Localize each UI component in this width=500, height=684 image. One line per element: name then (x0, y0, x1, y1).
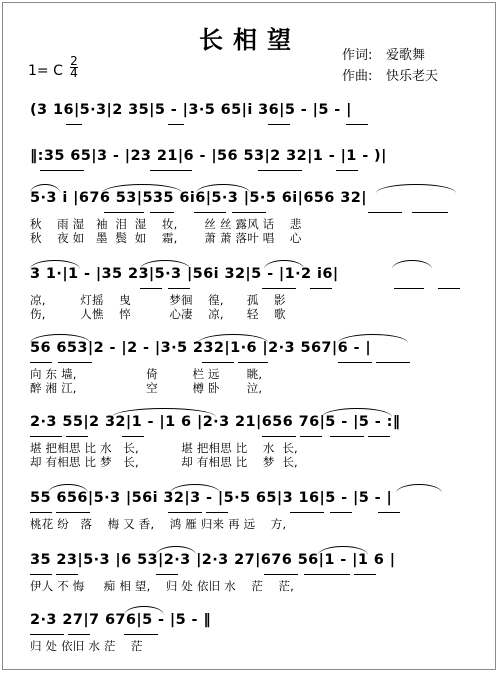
beam-underline (394, 288, 424, 289)
beam-underline (354, 574, 376, 575)
notation-line: ‖:35 65|3 - |23 21|6 - |56 53|2 32|1 - |1 - )| (30, 148, 387, 164)
lyricist-credit (342, 44, 425, 63)
beam-underline (330, 436, 364, 437)
beam-underline (30, 512, 52, 513)
key-signature: 1= C (28, 63, 63, 79)
score-system-9 (0, 612, 500, 684)
notation-line: 2·3 55|2 32|1 - |1 6 |2·3 21|656 76|5 - |5 - :‖ (30, 414, 401, 430)
notation-line: 35 23|5·3 |6 53|2·3 |2·3 27|676 56|1 - |1 6 | (30, 552, 396, 568)
lyrics-verse-1: 凉, 灯摇 曳 梦徊 徨, 孤 影 (30, 293, 286, 307)
lyrics-verse-2: 伤, 人憔 悴 心凄 凉, 轻 歌 (30, 307, 286, 321)
beam-underline (30, 634, 64, 635)
beam-underline (140, 288, 162, 289)
beam-underline (346, 124, 368, 125)
song-title: 长相望 (199, 26, 301, 54)
lyrics-verse-1: 桃花 纷 落 梅 又 香, 鸿 雁 归来 再 远 方, (30, 517, 287, 531)
beam-underline (30, 436, 62, 437)
notation-line: 5·3 i |676 53|535 6i6|5·3 |5·5 6i|656 32| (30, 190, 367, 206)
lyrics-verse-1: 秋 雨 湿 袖 泪 湿 妆, 丝 丝 露风 话 悲 (30, 217, 302, 231)
lyricist-label: 作词: (342, 48, 373, 63)
beam-underline (412, 212, 448, 213)
beam-underline (30, 574, 52, 575)
beam-underline (310, 288, 332, 289)
beam-underline (66, 124, 82, 125)
beam-underline (378, 512, 400, 513)
beam-underline (150, 170, 192, 171)
beam-underline (56, 574, 78, 575)
lyrics-verse-1: 堪 把相思 比 水 长, 堪 把相思 比 水 长, (30, 441, 298, 455)
beam-underline (368, 436, 390, 437)
beam-underline (264, 574, 298, 575)
lyrics-verse-2: 醉 湘 江, 空 樽 卧 泣, (30, 381, 263, 395)
notation-line: 56 653|2 - |2 - |3·5 232|1·6 |2·3 567|6 - | (30, 340, 372, 356)
beam-underline (268, 124, 290, 125)
beam-underline (156, 574, 178, 575)
time-signature-bottom: 4 (70, 66, 78, 80)
beam-underline (338, 362, 372, 363)
beam-underline (122, 436, 144, 437)
beam-underline (376, 362, 410, 363)
time-signature (70, 56, 78, 79)
beam-underline (168, 512, 202, 513)
beam-underline (206, 512, 228, 513)
lyrics-verse-1: 归 处 依旧 水 茫 茫 (30, 639, 143, 653)
lyricist-name: 爱歌舞 (386, 48, 426, 63)
score-system-5 (0, 340, 500, 412)
score-system-6 (0, 414, 500, 486)
beam-underline (258, 170, 302, 171)
beam-underline (124, 634, 158, 635)
beam-underline (150, 212, 174, 213)
beam-underline (438, 288, 460, 289)
beam-underline (194, 212, 226, 213)
beam-underline (238, 362, 268, 363)
beam-underline (68, 634, 90, 635)
notation-line: (3 16|5·3|2 35|5 - |3·5 65|i 36|5 - |5 - | (30, 102, 352, 118)
beam-underline (58, 362, 92, 363)
beam-underline (66, 436, 88, 437)
beam-underline (104, 212, 144, 213)
notation-line: 55 656|5·3 |56i 32|3 - |5·5 65|3 16|5 - |5 - | (30, 490, 393, 506)
beam-underline (40, 170, 84, 171)
beam-underline (316, 574, 350, 575)
beam-underline (336, 170, 358, 171)
beam-underline (300, 436, 322, 437)
lyrics-verse-1: 向 东 墙, 倚 栏 远 眺, (30, 367, 263, 381)
score-system-4 (0, 266, 500, 338)
beam-underline (262, 436, 296, 437)
beam-underline (202, 362, 234, 363)
beam-underline (30, 362, 52, 363)
notation-line: 3 1·|1 - |35 23|5·3 |56i 32|5 - |1·2 i6| (30, 266, 339, 282)
lyrics-verse-2: 却 有相思 比 梦 长, 却 有相思 比 梦 长, (30, 455, 298, 469)
beam-underline (330, 512, 352, 513)
beam-underline (262, 288, 296, 289)
composer-label: 作曲: (342, 69, 373, 84)
beam-underline (168, 124, 184, 125)
notation-line: 2·3 27|7 676|5 - |5 - ‖ (30, 612, 212, 628)
beam-underline (168, 288, 190, 289)
composer-credit (342, 65, 438, 84)
beam-underline (290, 512, 324, 513)
time-signature-top: 2 (70, 54, 78, 68)
lyrics-verse-1: 伊人 不 悔 痴 相 望, 归 处 依旧 水 茫 茫, (30, 579, 295, 593)
lyrics-verse-2: 秋 夜 如 墨 鬓 如 霜, 萧 萧 落叶 唱 心 (30, 231, 302, 245)
beam-underline (56, 512, 90, 513)
composer-name: 快乐老天 (386, 69, 439, 84)
beam-underline (232, 212, 266, 213)
beam-underline (368, 212, 402, 213)
score-system-3 (0, 190, 500, 262)
